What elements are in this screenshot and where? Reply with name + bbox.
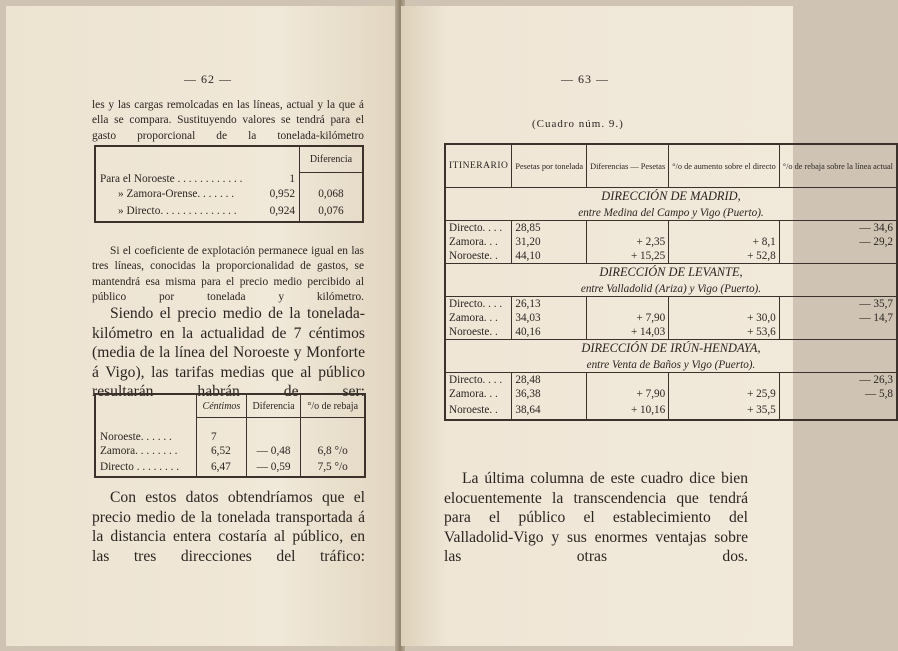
itinerary-row: Directo. . . . 26,13 — 35,7: [445, 297, 897, 312]
section-subtitle: entre Valladolid (Ariza) y Vigo (Puerto).: [445, 281, 897, 297]
section-title: DIRECCIÓN DE MADRID,: [445, 188, 897, 206]
price-paragraph: Siendo el precio medio de la tonelada-kilómetro en la actualidad de 7 céntimos (media de la línea del Noroeste y Monforte á Vigo), las tarifas medias que al público resultarán habrán de ser:: [92, 305, 365, 401]
itinerary-row: Noroeste. . 38,64 + 10,16 + 35,5: [445, 401, 897, 420]
header-aumento: °/o de aumento sobre el directo: [669, 144, 780, 188]
coefficient-paragraph: Si el coeficiente de explotación permanece igual en las tres líneas, conocidas la proporcionalidad de gastos, se mantendrá esa misma para el precio medio percibido al público por tonelada y kilómetro.: [92, 245, 364, 304]
closing-paragraph-right: La última columna de este cuadro dice bien elocuentemente la transcendencia que tendrá para el público el establecimiento del Valladolid-Vigo y sus enormes ventajas sobre las otras dos.: [444, 470, 748, 566]
itinerary-row: Directo. . . . 28,48 — 26,3: [445, 373, 897, 388]
cost-row: » Zamora-Orense. . . . . . . 0,952 0,068: [95, 187, 363, 201]
cost-table-header: Diferencia: [300, 146, 364, 172]
table-caption: (Cuadro núm. 9.): [532, 118, 624, 130]
section-subtitle: entre Venta de Baños y Vigo (Puerto).: [445, 357, 897, 373]
cost-table: [94, 145, 364, 223]
header-diferencias: Diferencias — Pesetas: [587, 144, 669, 188]
cost-row: Para el Noroeste . . . . . . . . . . . . 1: [95, 172, 363, 187]
tariff-row: Zamora. . . . . . . . 6,52 — 0,48 6,8 °/o: [95, 444, 365, 458]
tariff-table: [94, 393, 366, 478]
itinerary-row: Noroeste. . 40,16 + 14,03 + 53,6: [445, 325, 897, 340]
page-number-right: — 63 —: [561, 72, 609, 86]
left-page: [6, 6, 397, 646]
tariff-row: Noroeste. . . . . . 7: [95, 418, 365, 445]
header-centimos: Céntimos: [197, 394, 247, 418]
itinerary-row: Zamora. . . 34,03 + 7,90 + 30,0 — 14,7: [445, 311, 897, 325]
itinerary-row: Zamora. . . 31,20 + 2,35 + 8,1 — 29,2: [445, 235, 897, 249]
header-rebaja: °/o de rebaja: [301, 394, 365, 418]
itinerary-row: Noroeste. . 44,10 + 15,25 + 52,8: [445, 249, 897, 264]
right-page: [401, 6, 893, 646]
itinerary-row: Directo. . . . 28,85 — 34,6: [445, 221, 897, 236]
header-itinerario: ITINERARIO: [445, 144, 512, 188]
section-title: DIRECCIÓN DE IRÚN-HENDAYA,: [445, 340, 897, 358]
section-title: DIRECCIÓN DE LEVANTE,: [445, 264, 897, 282]
page-number-left: — 62 —: [184, 72, 232, 86]
cost-row: » Directo. . . . . . . . . . . . . . 0,924 0,076: [95, 201, 363, 222]
intro-paragraph: les y las cargas remolcadas en las líneas, actual y la que á ella se compara. Sustituyendo valores se tendrá para el gasto proporcional de la tonelada-kilómetro: [92, 99, 364, 142]
header-diferencia: Diferencia: [246, 394, 301, 418]
closing-paragraph-left: Con estos datos obtendríamos que el precio medio de la tonelada transportada á la distancia entera costaría al público, en las tres direcciones del tráfico:: [92, 489, 365, 565]
header-rebaja-linea: °/o de rebaja sobre la línea actual: [779, 144, 897, 188]
cuadro-9-table: [444, 143, 898, 421]
itinerary-row: Zamora. . . 36,38 + 7,90 + 25,9 — 5,8: [445, 387, 897, 401]
tariff-row: Directo . . . . . . . . 6,47 — 0,59 7,5 °/o: [95, 458, 365, 477]
header-pesetas: Pesetas por tonelada: [512, 144, 587, 188]
section-subtitle: entre Medina del Campo y Vigo (Puerto).: [445, 205, 897, 221]
